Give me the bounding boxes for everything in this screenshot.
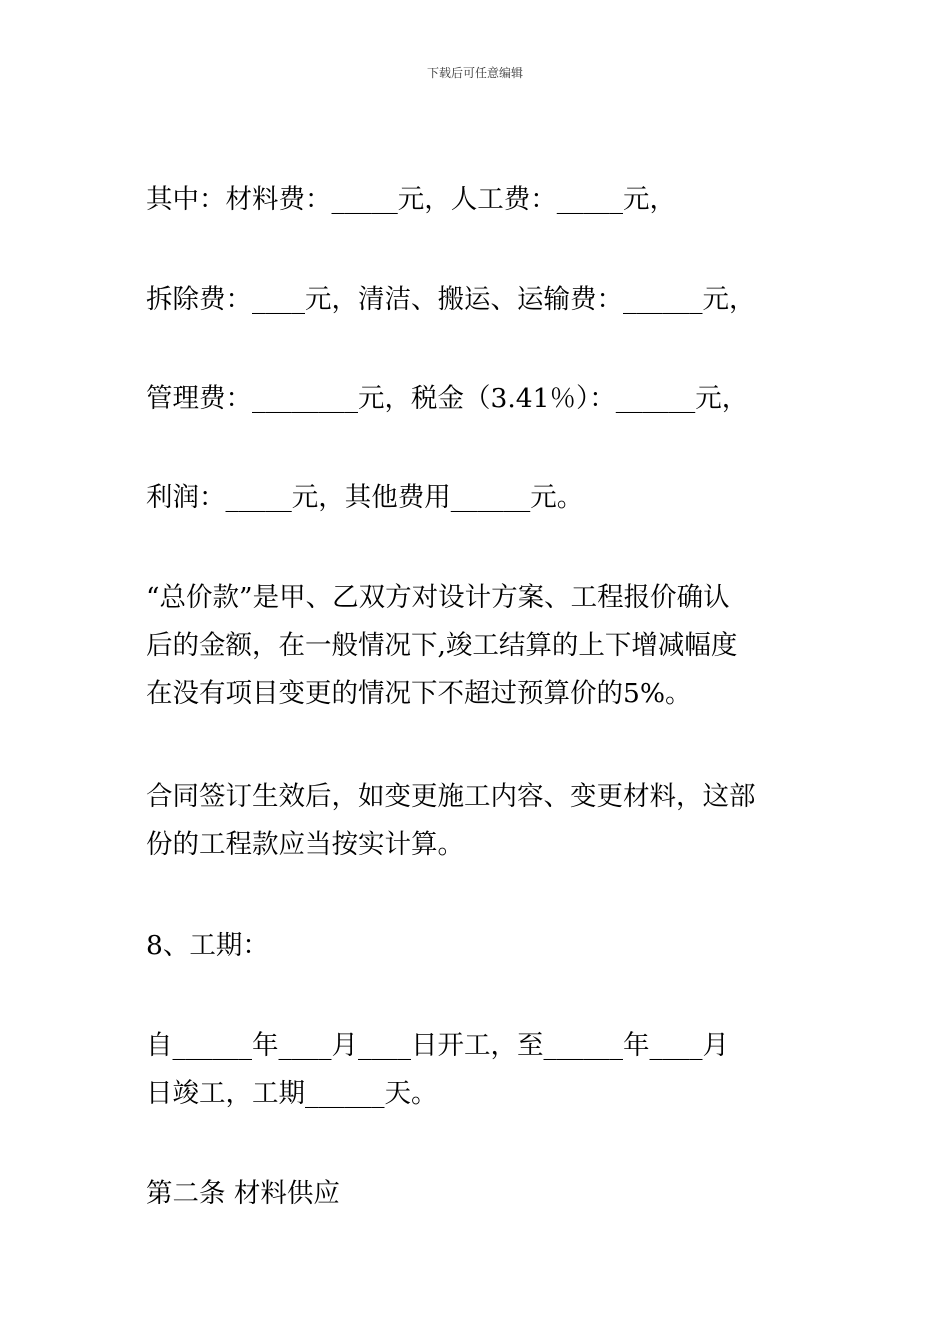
change-line-2: 份的工程款应当按实计算。: [146, 829, 464, 860]
change-paragraph: [146, 773, 816, 869]
section-8-heading: 8、工期：: [146, 930, 269, 961]
cost-breakdown-line-3: 管理费：________元，税金（3.41％）：______元，: [146, 383, 749, 414]
article-2-heading: 第二条 材料供应: [146, 1178, 340, 1209]
page-header: 下载后可任意编辑: [426, 66, 523, 80]
total-price-paragraph: [146, 574, 816, 718]
total-price-line-2: 后的金额，在一般情况下,竣工结算的上下增减幅度: [146, 630, 738, 661]
cost-breakdown-line-4: 利润：_____元，其他费用______元。: [146, 482, 584, 513]
schedule-line-2: 日竣工，工期______天。: [146, 1078, 438, 1109]
total-price-line-3: 在没有项目变更的情况下不超过预算价的5%。: [146, 678, 692, 709]
change-line-1: 合同签订生效后，如变更施工内容、变更材料，这部: [146, 781, 756, 812]
cost-breakdown-line-2: 拆除费：____元，清洁、搬运、运输费：______元，: [146, 284, 756, 315]
cost-breakdown-line-1: 其中：材料费：_____元，人工费：_____元，: [146, 184, 676, 215]
schedule-line-1: 自______年____月____日开工，至______年____月: [146, 1030, 729, 1061]
total-price-line-1: “总价款”是甲、乙双方对设计方案、工程报价确认: [146, 582, 730, 613]
schedule-paragraph: [146, 1022, 816, 1118]
